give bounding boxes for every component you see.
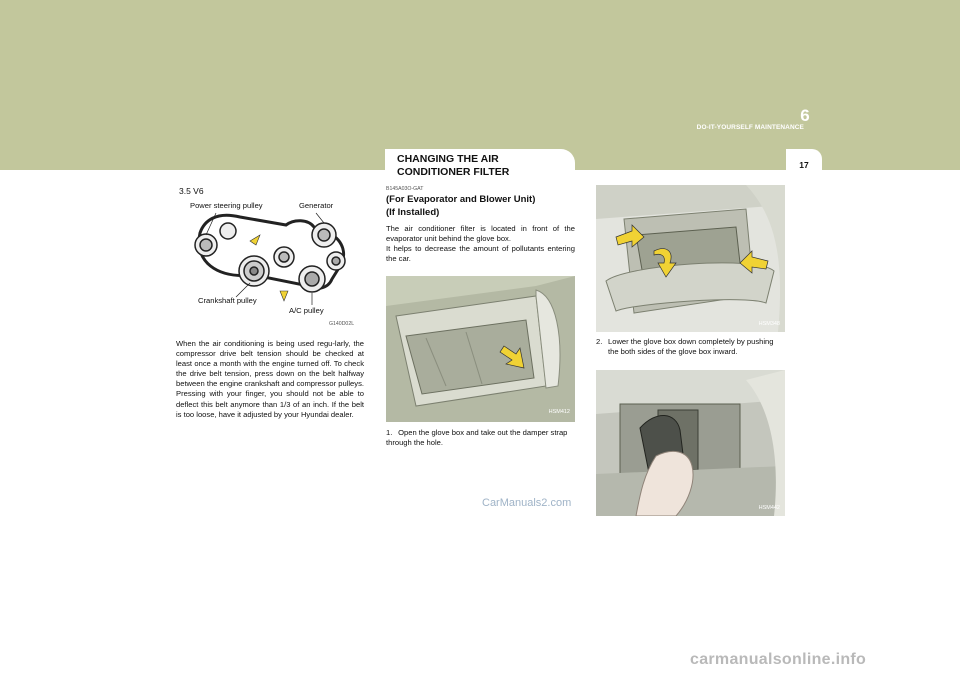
- glove-box-open-photo: [386, 276, 575, 422]
- glove-box-lower-illustration: [596, 185, 785, 332]
- reference-code: B145A03O-GAT: [386, 186, 424, 192]
- glove-box-lower-photo: [596, 185, 785, 332]
- figure-code-hsm412: HSM412: [548, 409, 570, 415]
- power-steering-label: Power steering pulley: [190, 201, 263, 210]
- subheading-if-installed: (If Installed): [386, 207, 440, 218]
- subheading-evaporator: (For Evaporator and Blower Unit): [386, 194, 536, 205]
- section-title: CHANGING THE AIR CONDITIONER FILTER: [397, 153, 510, 178]
- generator-label: Generator: [299, 201, 334, 210]
- carmanuals-watermark[interactable]: CarManuals2.com: [482, 497, 572, 509]
- carmanualsonline-watermark[interactable]: carmanualsonline.info: [690, 651, 867, 668]
- intro-paragraph-1: The air conditioner filter is located in front of the evaporator unit behind the glove box.: [386, 224, 575, 244]
- step-2-number: 2.: [596, 337, 603, 346]
- step-1-number: 1.: [386, 428, 393, 437]
- header-band: [0, 0, 960, 170]
- diagram-code: G140D02L: [329, 321, 355, 327]
- crankshaft-label: Crankshaft pulley: [198, 296, 257, 305]
- chapter-number: 6: [800, 106, 810, 125]
- intro-paragraph-2: It helps to decrease the amount of pollutants entering the car.: [386, 244, 575, 264]
- filter-removal-photo: [596, 370, 785, 516]
- page-number: 17: [799, 160, 809, 170]
- filter-removal-illustration: [596, 370, 785, 516]
- glove-box-open-illustration: [386, 276, 575, 422]
- ac-pulley-label: A/C pulley: [289, 306, 324, 315]
- figure-code-hsm348: HSM348: [758, 321, 780, 327]
- belt-tension-paragraph: When the air conditioning is being used regu-larly, the compressor drive belt tension should be checked at least once a month with the engine turned off. To check the drive belt tension, press down on the belt halfway between the engine crankshaft and compressor pulleys. Pressing with your finger, you should not be able to deflect this belt anymore than 1/3 of an inch. If the belt is too loose, have it adjusted by your Hyundai dealer.: [176, 339, 364, 419]
- step-2: [596, 337, 786, 357]
- belt-diagram: [176, 183, 362, 329]
- section-label: DO-IT-YOURSELF MAINTENANCE: [696, 124, 804, 131]
- step-1: [386, 428, 576, 448]
- step-1-text: Open the glove box and take out the damper strap through the hole.: [386, 428, 568, 448]
- step-2-text: Lower the glove box down completely by pushing the both sides of the glove box inward.: [608, 337, 774, 357]
- figure-code-hsm442: HSM442: [758, 505, 780, 511]
- engine-label: 3.5 V6: [179, 186, 204, 196]
